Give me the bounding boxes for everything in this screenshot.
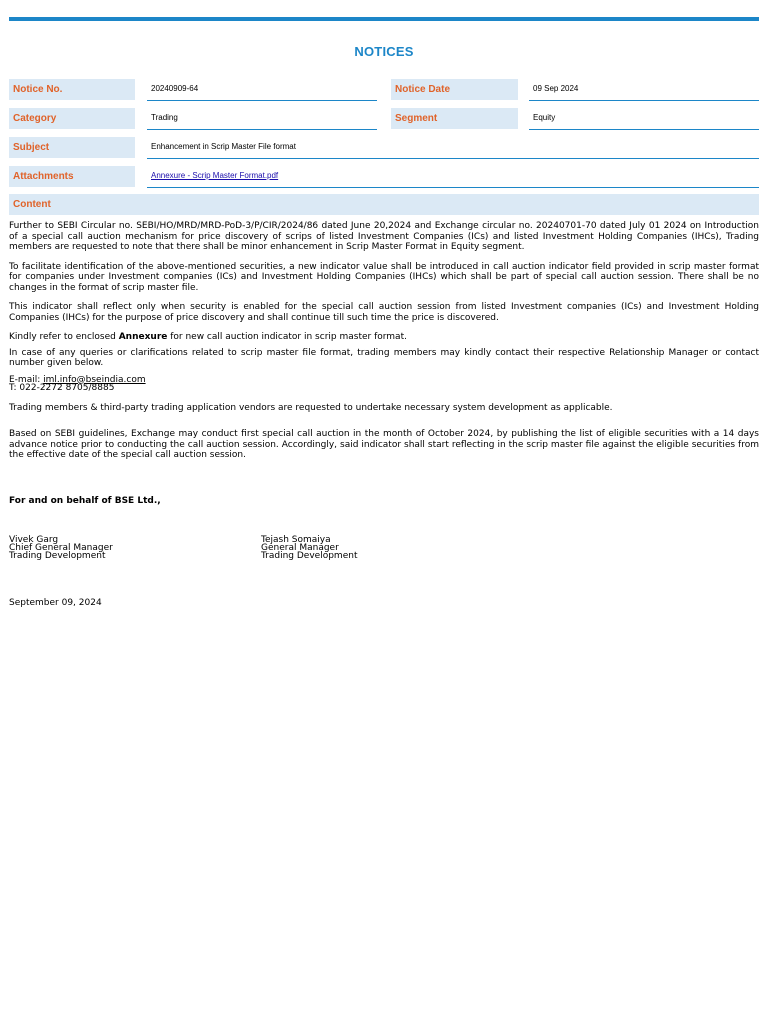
paragraph-5: In case of any queries or clarifications related to scrip master file format, trading members may kindly contact their respective Relationship Manager or contact number given below. (9, 347, 759, 368)
paragraph-2: To facilitate identification of the above-mentioned securities, a new indicator value shall be introduced in call auction indicator field provided in scrip master format for companies under Investment companies (ICs) and Investment Holding Companies (IHCs) which shall be part of special call auction session. There shall be no changes in the format of scrip master file. (9, 261, 759, 293)
signatory-1 (9, 536, 261, 560)
email-label: E-mail: (9, 374, 44, 385)
paragraph-6: Trading members & third-party trading application vendors are requested to undertake necessary system development as applicable. (9, 402, 613, 413)
email-link[interactable]: iml.info@bseindia.com (43, 374, 146, 385)
attachment-link[interactable]: Annexure - Scrip Master Format.pdf (151, 171, 279, 180)
notice-no-value: 20240909-64 (147, 79, 377, 101)
notice-date-footer: September 09, 2024 (9, 598, 102, 608)
subject-value: Enhancement in Scrip Master File format (147, 137, 759, 159)
paragraph-3: This indicator shall reflect only when security is enabled for the special call auction session from listed Investment companies (ICs) and Investment Holding Companies (IHCs) for the purpose of price discovery and shall continue till such time the price is discovered. (9, 302, 759, 323)
paragraph-4 (9, 332, 759, 343)
segment-value: Equity (529, 108, 759, 130)
signatory-2 (261, 536, 513, 560)
annexure-text: Annexure (118, 332, 168, 342)
category-value: Trading (147, 108, 377, 130)
notice-body (9, 221, 759, 609)
notice-no-label: Notice No. (9, 79, 135, 100)
signatory-1-title: Chief General Manager (9, 543, 113, 553)
content-header: Content (9, 194, 759, 215)
signatures (9, 536, 759, 560)
top-rule (9, 17, 759, 21)
signatory-1-dept: Trading Development (9, 551, 106, 561)
attachments-label: Attachments (9, 166, 135, 187)
paragraph-1: Further to SEBI Circular no. SEBI/HO/MRD/MRD-PoD-3/P/CIR/2024/86 dated June 20,2024 and Exchange circular no. 20240701-70 dated July 01 2024 on Introduction of a special call auction mechanism for price discovery of scrips of listed Investment Companies (ICs) and listed Investment Holding Companies (IHCs), Trading members are requested to note that there shall be minor enhancement in Scrip Master Format in Equity segment. (9, 221, 759, 252)
category-label: Category (9, 108, 135, 129)
notice-date-label: Notice Date (391, 79, 518, 100)
attachments-value (147, 166, 759, 188)
signatory-2-title: General Manager (261, 543, 339, 553)
segment-label: Segment (391, 108, 518, 129)
email-line (9, 376, 759, 384)
paragraph-4-post: for new call auction indicator in scrip master format. (167, 332, 407, 342)
page-title: NOTICES (354, 44, 414, 59)
signatory-2-dept: Trading Development (261, 551, 358, 561)
phone-line: T: 022-2272 8705/8885 (9, 382, 115, 393)
paragraph-7: Based on SEBI guidelines, Exchange may conduct first special call auction in the month of October 2024, by publishing the list of eligible securities with a 14 days advance notice prior to conducting the call auction session. Accordingly, said indicator shall start reflecting in the scrip master file against the eligible securities from the effective date of the special call auction session. (9, 429, 759, 460)
subject-label: Subject (9, 137, 135, 158)
signatory-2-name: Tejash Somaiya (261, 535, 331, 545)
paragraph-4-pre: Kindly refer to enclosed (9, 332, 119, 342)
signatory-1-name: Vivek Garg (9, 535, 59, 545)
sign-off: For and on behalf of BSE Ltd., (9, 495, 161, 506)
notice-date-value: 09 Sep 2024 (529, 79, 759, 101)
